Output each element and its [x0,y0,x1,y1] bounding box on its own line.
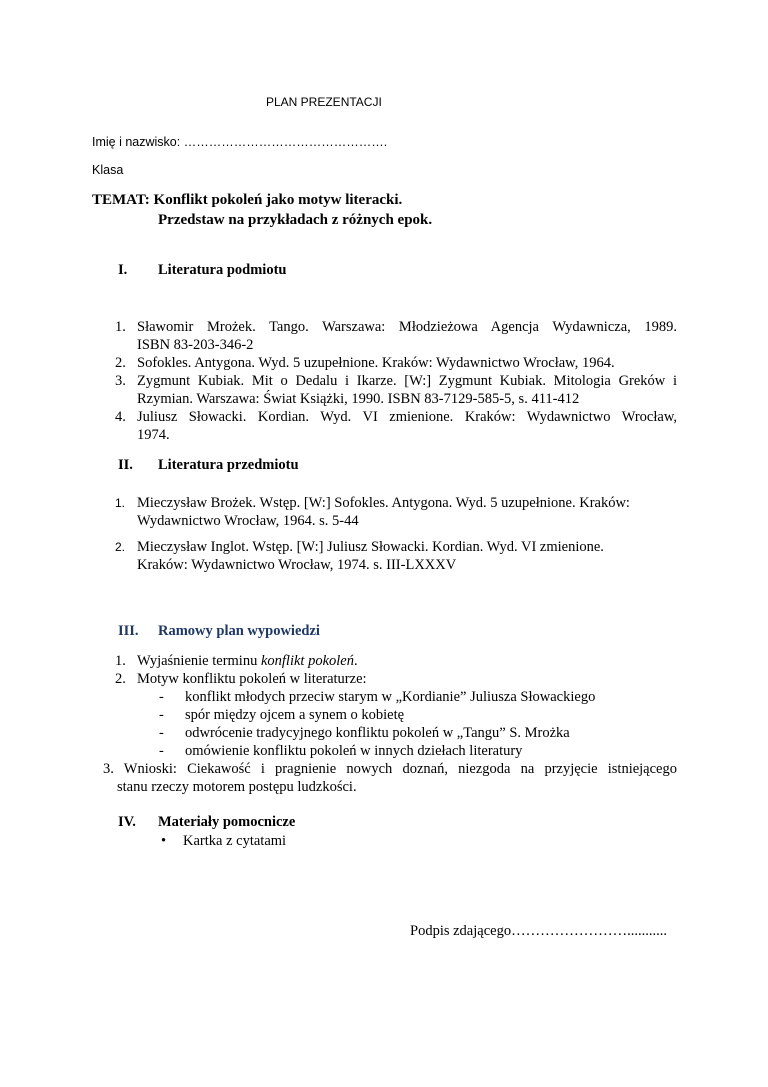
item-number: 1. [115,319,126,335]
topic-line-1: TEMAT: Konflikt pokoleń jako motyw literacki. [92,192,403,208]
plan-text: . [353,653,358,669]
plan-text: Wyjaśnienie terminu [137,653,261,669]
page-title: PLAN PREZENTACJI [266,95,382,109]
signature-line: Podpis zdającego……………………........... [410,923,667,939]
item-line: Mieczysław Inglot. Wstęp. [W:] Juliusz Słowacki. Kordian. Wyd. VI zmienione. [137,539,604,555]
item-number: 1. [115,496,126,510]
dash-item: - spór między ojcem a synem o kobietę [159,707,405,723]
item-number: 4. [115,409,126,425]
item-line: Wydawnictwo Wrocław, 1964. s. 5-44 [137,513,359,529]
bullet-icon: • [161,833,167,849]
primary-literature-list [115,318,677,444]
plan-term: konflikt pokoleń [260,653,354,669]
topic-line-2: Przedstaw na przykładach z różnych epok. [158,212,433,228]
secondary-literature-list [115,494,677,574]
dash-item: - odwrócenie tradycyjnego konfliktu pokoleń w „Tangu” S. Mrożka [159,725,570,741]
list-item [115,408,677,444]
section-heading-4 [118,814,295,831]
dash-text: odwrócenie tradycyjnego konfliktu pokoleń w „Tangu” S. Mrożka [185,725,570,741]
section-heading-1 [118,262,286,279]
section-number: III. [118,623,139,639]
item-line: Rzymian. Warszawa: Świat Książki, 1990. ISBN 83-7129-585-5, s. 411-412 [137,391,580,407]
item-number: 2. [115,540,126,554]
section-number: I. [118,262,128,278]
list-item [115,670,677,688]
section-title: Materiały pomocnicze [158,814,296,830]
item-number: 3. [115,373,126,389]
section-heading-2 [118,457,299,474]
bullet-item [115,832,677,850]
item-number: 1. [115,653,126,669]
item-line: 1974. [137,427,170,443]
section-title: Literatura podmiotu [158,262,287,278]
item-line: Zygmunt Kubiak. Mit o Dedalu i Ikarze. [W:] Zygmunt Kubiak. Mitologia Greków i [137,373,677,389]
dash-text: konflikt młodych przeciw starym w „Kordianie” Juliusza Słowackiego [185,689,596,705]
item-line: Sławomir Mrożek. Tango. Warszawa: Młodzieżowa Agencja Wydawnicza, 1989. [137,319,677,335]
materials-list [115,832,677,850]
dash-item: - konflikt młodych przeciw starym w „Kordianie” Juliusza Słowackiego [159,689,596,705]
list-item [115,354,677,372]
class-line: Klasa [92,163,124,177]
section-number: II. [118,457,133,473]
item-line: Sofokles. Antygona. Wyd. 5 uzupełnione. Kraków: Wydawnictwo Wrocław, 1964. [137,355,615,371]
conclusion-line: stanu rzeczy motorem postępu ludzkości. [117,779,357,795]
list-item [115,652,677,670]
section-number: IV. [118,814,136,830]
item-line: Juliusz Słowacki. Kordian. Wyd. VI zmienione. Kraków: Wydawnictwo Wrocław, [137,409,677,425]
item-number: 2. [115,355,126,371]
name-line: Imię i nazwisko: …………………………………………. [92,135,388,149]
item-line: ISBN 83-203-346-2 [137,337,254,353]
dash-item: - omówienie konfliktu pokoleń w innych dziełach literatury [159,743,523,759]
list-item [115,318,677,354]
item-number: 2. [115,671,126,687]
conclusion [103,760,677,796]
section-title: Ramowy plan wypowiedzi [158,623,320,639]
dash-text: spór między ojcem a synem o kobietę [185,707,405,723]
section-heading-3 [118,623,320,640]
dash-text: omówienie konfliktu pokoleń w innych dziełach literatury [185,743,523,759]
item-line: Mieczysław Brożek. Wstęp. [W:] Sofokles. Antygona. Wyd. 5 uzupełnione. Kraków: [137,495,630,511]
list-item [115,372,677,408]
plan-list [103,652,677,796]
topic [92,190,432,230]
bullet-text: Kartka z cytatami [183,833,287,849]
plan-text: Motyw konfliktu pokoleń w literaturze: [137,671,367,687]
list-item [115,538,677,574]
section-title: Literatura przedmiotu [158,457,299,473]
conclusion-line: 3. Wnioski: Ciekawość i pragnienie nowych doznań, niezgoda na przyjęcie istniejącego [103,761,677,777]
item-line: Kraków: Wydawnictwo Wrocław, 1974. s. III-LXXXV [137,557,457,573]
list-item [115,494,677,530]
